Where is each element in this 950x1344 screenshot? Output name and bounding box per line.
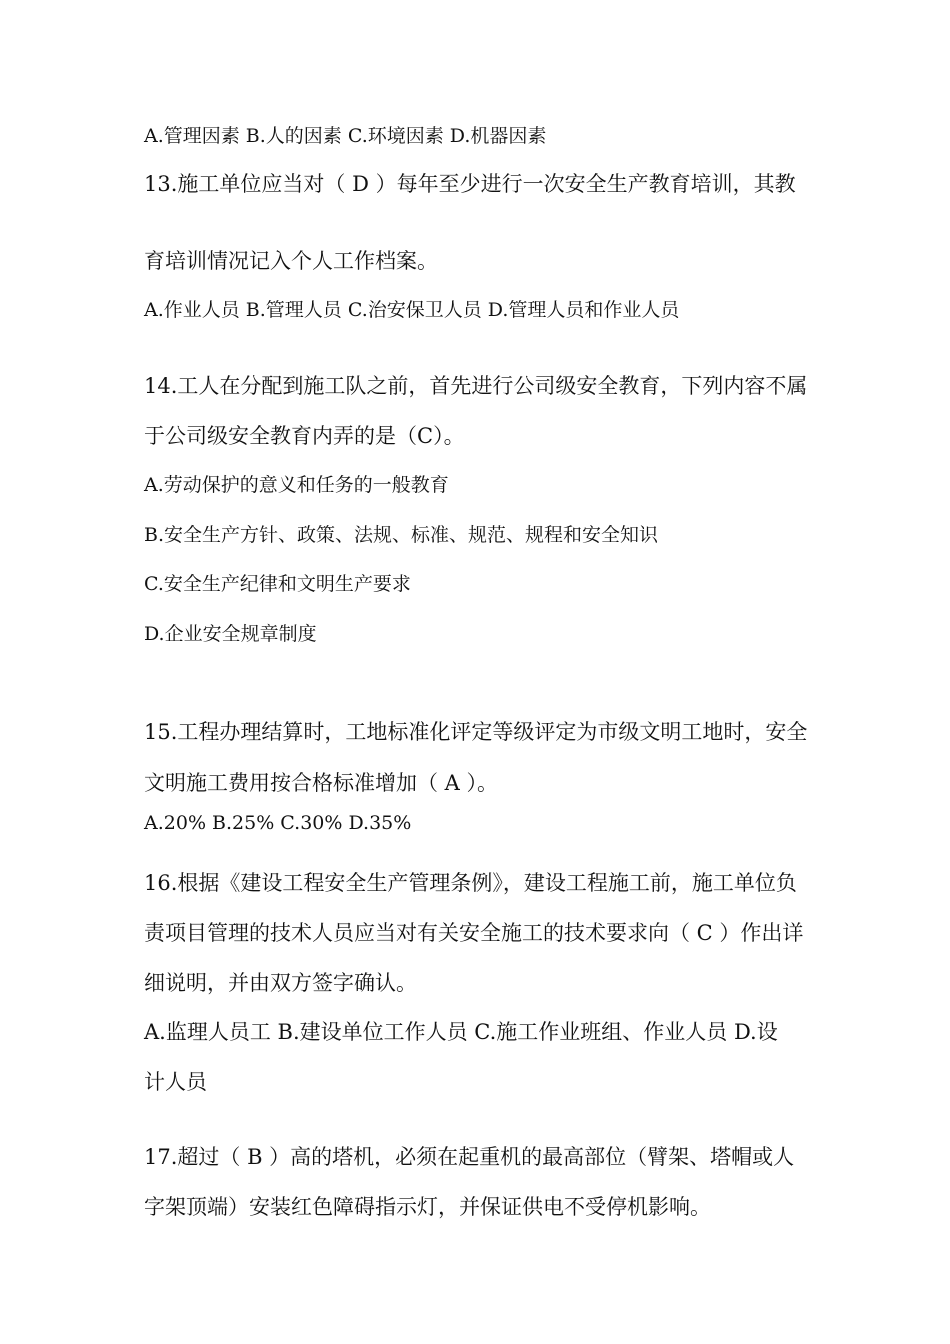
q16-text-line-1: 16.根据《建设工程安全生产管理条例》，建设工程施工前，施工单位负	[144, 871, 797, 895]
q13-text-line-1: 13.施工单位应当对（ D ）每年至少进行一次安全生产教育培训，其教	[144, 172, 796, 196]
q17-text-line-2: 字架顶端）安装红色障碍指示灯，并保证供电不受停机影响。	[144, 1195, 711, 1219]
q15-text-line-1: 15.工程办理结算时，工地标准化评定等级评定为市级文明工地时，安全	[144, 720, 808, 744]
q14-text-line-1: 14.工人在分配到施工队之前，首先进行公司级安全教育，下列内容不属	[144, 374, 808, 398]
q12-options: A.管理因素 B.人的因素 C.环境因素 D.机器因素	[144, 125, 547, 147]
q13-options: A.作业人员 B.管理人员 C.治安保卫人员 D.管理人员和作业人员	[144, 299, 680, 321]
q15-options: A.20% B.25% C.30% D.35%	[144, 812, 412, 834]
q16-text-line-2: 责项目管理的技术人员应当对有关安全施工的技术要求向（ C ）作出详	[144, 921, 804, 945]
q14-option-b: B.安全生产方针、政策、法规、标准、规范、规程和安全知识	[144, 524, 659, 546]
q16-text-line-3: 细说明，并由双方签字确认。	[144, 971, 417, 995]
q15-text-line-2: 文明施工费用按合格标准增加（ A ）。	[144, 771, 499, 795]
q16-options-line-1: A.监理人员工 B.建设单位工作人员 C.施工作业班组、作业人员 D.设	[144, 1020, 778, 1044]
q16-options-line-2: 计人员	[144, 1070, 207, 1094]
q14-option-a: A.劳动保护的意义和任务的一般教育	[144, 474, 449, 496]
q13-text-line-2: 育培训情况记入个人工作档案。	[144, 249, 438, 273]
q14-option-d: D.企业安全规章制度	[144, 623, 317, 645]
q14-text-line-2: 于公司级安全教育内弄的是（C）。	[144, 424, 465, 448]
q17-text-line-1: 17.超过（ B ）高的塔机，必须在起重机的最高部位（臂架、塔帽或人	[144, 1145, 795, 1169]
q14-option-c: C.安全生产纪律和文明生产要求	[144, 573, 411, 595]
